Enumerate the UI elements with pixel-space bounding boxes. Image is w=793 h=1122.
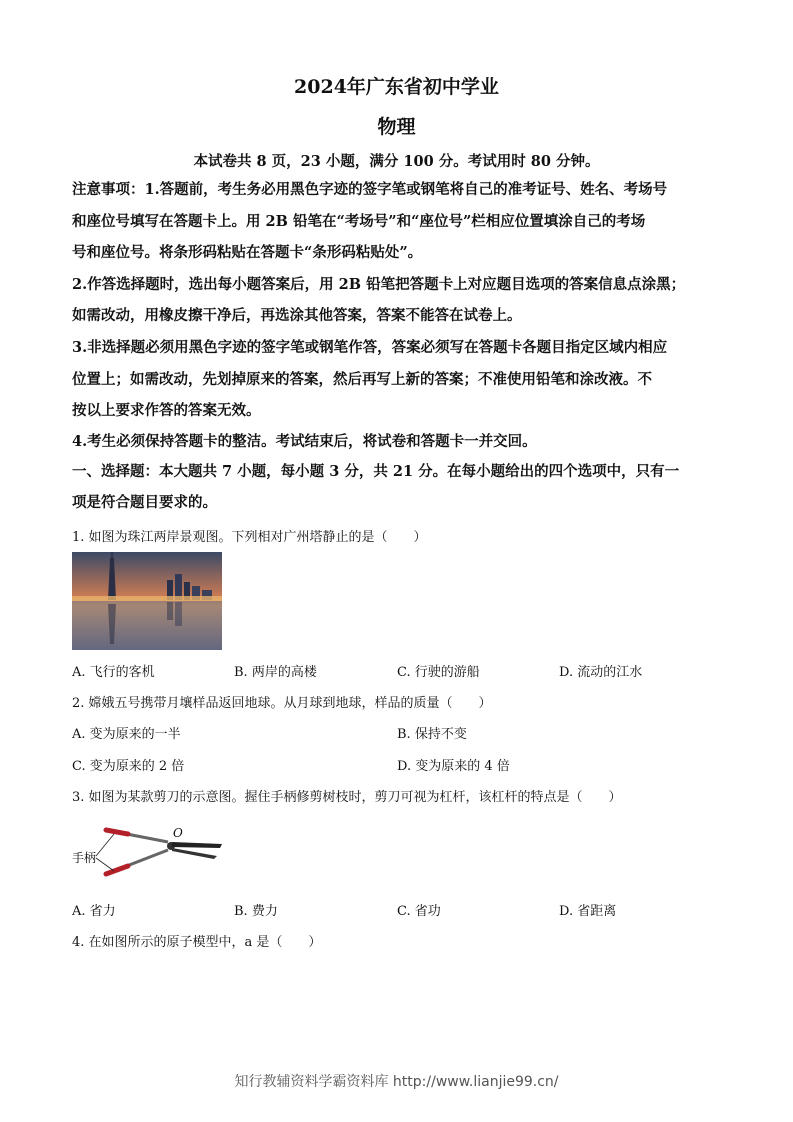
q3-option-c: C. 省功 xyxy=(397,904,441,919)
question-1-stem: 1. 如图为珠江两岸景观图。下列相对广州塔静止的是（ ） xyxy=(72,530,427,545)
notes-line-5: 如需改动，用橡皮擦干净后，再选涂其他答案，答案不能答在试卷上。 xyxy=(72,307,522,324)
pearl-river-image xyxy=(72,552,222,650)
q2-option-d: D. 变为原来的 4 倍 xyxy=(397,759,510,774)
q1-option-d: D. 流动的江水 xyxy=(559,665,643,680)
footer-watermark: 知行教辅资料学霸资料库 http://www.lianjie99.cn/ xyxy=(234,1074,559,1090)
notes-line-4: 2.作答选择题时，选出每小题答案后，用 2B 铅笔把答题卡上对应题目选项的答案信息点涂黑； xyxy=(72,276,686,293)
notes-line-2: 和座位号填写在答题卡上。用 2B 铅笔在“考场号”和“座位号”栏相应位置填涂自己的考场 xyxy=(72,213,646,230)
subject-title: 物理 xyxy=(377,116,416,138)
q1-option-a: A. 飞行的客机 xyxy=(72,665,155,680)
exam-summary: 本试卷共 8 页，23 小题，满分 100 分。考试用时 80 分钟。 xyxy=(193,153,600,170)
notes-line-1: 注意事项：1.答题前，考生务必用黑色字迹的签字笔或钢笔将自己的准考证号、姓名、考场号 xyxy=(72,181,668,198)
q1-option-b: B. 两岸的高楼 xyxy=(234,665,317,680)
pivot-label-o: O xyxy=(173,826,183,840)
section-heading-line-2: 项是符合题目要求的。 xyxy=(72,494,217,511)
notes-line-7: 位置上；如需改动，先划掉原来的答案，然后再写上新的答案；不准使用铅笔和涂改液。不 xyxy=(72,371,652,388)
notes-line-6: 3.非选择题必须用黑色字迹的签字笔或钢笔作答，答案必须写在答题卡各题目指定区域内相应 xyxy=(72,339,668,356)
question-3-stem: 3. 如图为某款剪刀的示意图。握住手柄修剪树枝时，剪刀可视为杠杆，该杠杆的特点是（ ） xyxy=(72,790,622,805)
exam-title: 2024年广东省初中学业 xyxy=(294,76,499,98)
notes-line-8: 按以上要求作答的答案无效。 xyxy=(72,402,261,419)
pearl-river-photo xyxy=(72,552,222,650)
q3-option-d: D. 省距离 xyxy=(559,904,617,919)
q3-option-b: B. 费力 xyxy=(234,904,278,919)
q3-option-a: A. 省力 xyxy=(72,904,116,919)
notes-line-9: 4.考生必须保持答题卡的整洁。考试结束后，将试卷和答题卡一并交回。 xyxy=(72,433,537,450)
q2-option-b: B. 保持不变 xyxy=(397,727,467,742)
notes-line-3: 号和座位号。将条形码粘贴在答题卡“条形码粘贴处”。 xyxy=(72,244,423,261)
q1-option-c: C. 行驶的游船 xyxy=(397,665,480,680)
question-2-stem: 2. 嫦娥五号携带月壤样品返回地球。从月球到地球，样品的质量（ ） xyxy=(72,696,492,711)
question-4-stem: 4. 在如图所示的原子模型中，a 是（ ） xyxy=(72,935,322,950)
q2-option-c: C. 变为原来的 2 倍 xyxy=(72,759,185,774)
handle-label: 手柄 xyxy=(72,851,97,865)
section-heading-line-1: 一、选择题：本大题共 7 小题，每小题 3 分，共 21 分。在每小题给出的四个选项中，只有一 xyxy=(72,463,680,480)
q2-option-a: A. 变为原来的一半 xyxy=(72,727,181,742)
